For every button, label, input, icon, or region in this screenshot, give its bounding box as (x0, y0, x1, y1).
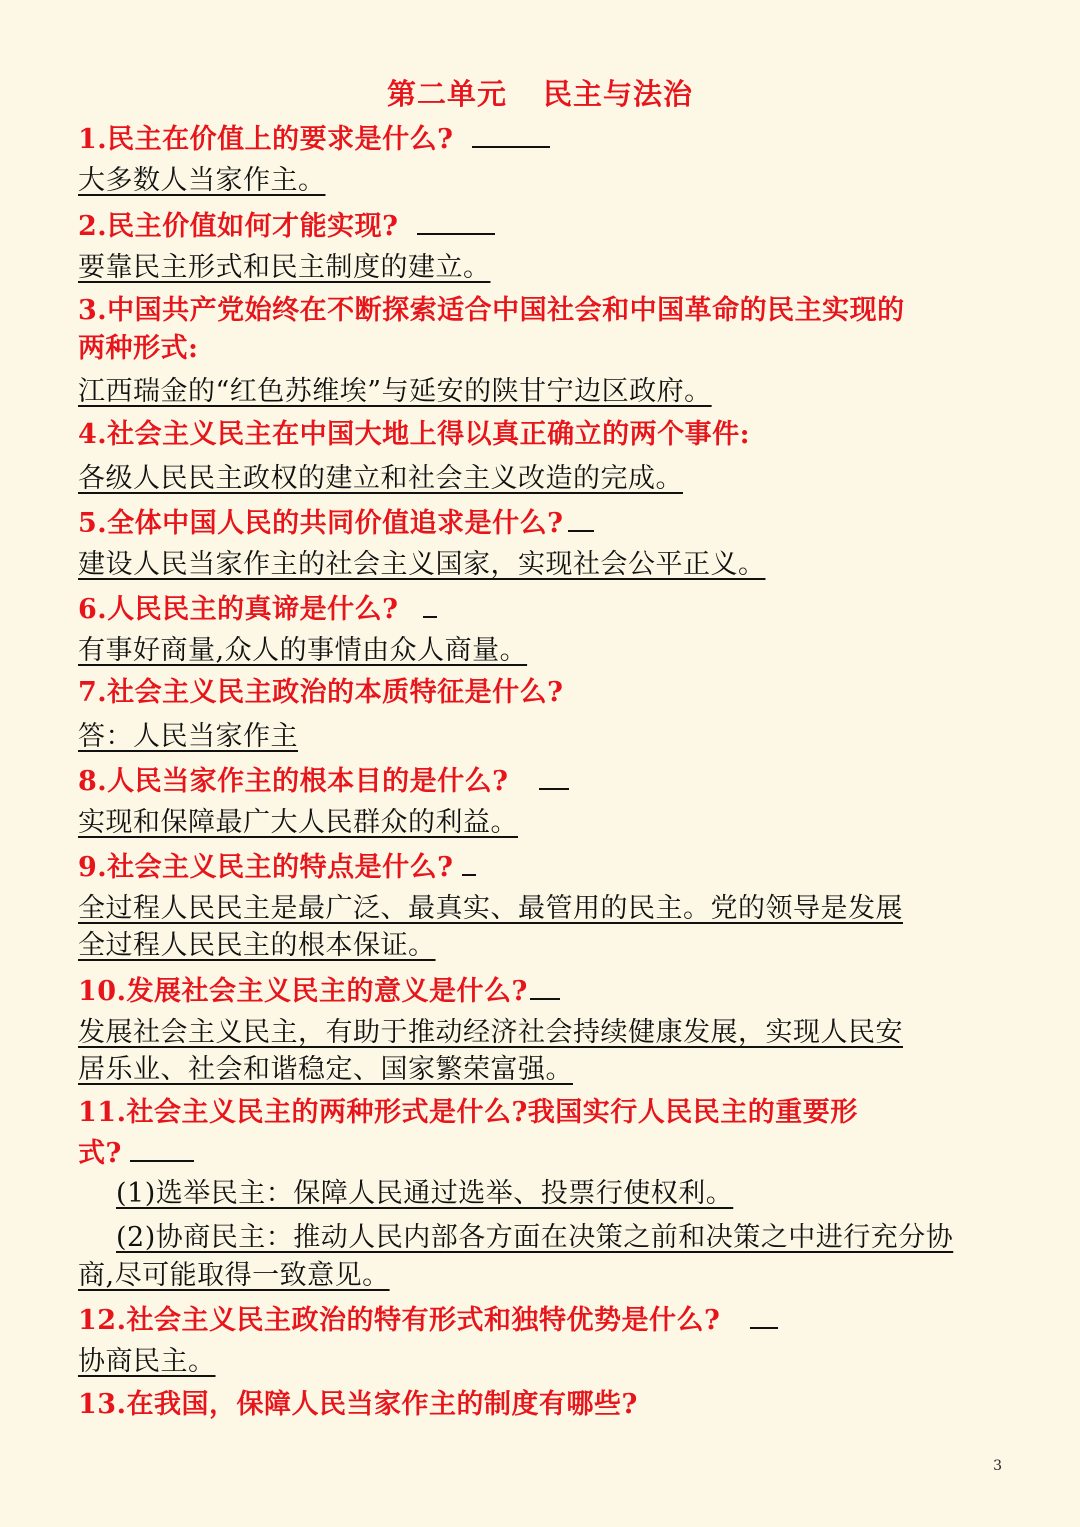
question-4: 4.社会主义民主在中国大地上得以真正确立的两个事件: (78, 419, 751, 450)
answer-11-item-1: (1)选举民主：保障人民通过选举、投票行使权利。 (116, 1178, 734, 1209)
page-title (0, 74, 1080, 114)
question-13: 13.在我国，保障人民当家作主的制度有哪些? (78, 1389, 638, 1420)
question-7: 7.社会主义民主政治的本质特征是什么? (78, 677, 564, 708)
question-11-cont: 式? (78, 1132, 1002, 1173)
answer-10-cont: 居乐业、社会和谐稳定、国家繁荣富强。 (78, 1054, 573, 1085)
answer-9-cont: 全过程人民民主的根本保证。 (78, 930, 436, 961)
page-number: 3 (993, 1458, 1002, 1474)
answer-10: 发展社会主义民主，有助于推动经济社会持续健康发展，实现人民安 (78, 1017, 903, 1048)
answer-3: 江西瑞金的“红色苏维埃”与延安的陕甘宁边区政府。 (78, 376, 712, 407)
answer-8: 实现和保障最广大人民群众的利益。 (78, 807, 518, 838)
answer-9: 全过程人民民主是最广泛、最真实、最管用的民主。党的领导是发展 (78, 893, 903, 924)
answer-1: 大多数人当家作主。 (78, 165, 326, 196)
answer-4: 各级人民民主政权的建立和社会主义改造的完成。 (78, 463, 683, 494)
question-6: 6.人民民主的真谛是什么? (78, 588, 1002, 629)
question-10: 10.发展社会主义民主的意义是什么? (78, 970, 1002, 1011)
answer-11-item-2: (2)协商民主：推动人民内部各方面在决策之前和决策之中进行充分协 (116, 1222, 954, 1253)
title-topic: 民主与法治 (543, 77, 694, 111)
question-8: 8.人民当家作主的根本目的是什么? (78, 760, 1002, 801)
question-3-cont: 两种形式: (78, 333, 199, 364)
question-11: 11.社会主义民主的两种形式是什么?我国实行人民民主的重要形 (78, 1097, 858, 1128)
answer-12: 协商民主。 (78, 1346, 216, 1377)
answer-7: 答：人民当家作主 (78, 721, 298, 752)
question-12: 12.社会主义民主政治的特有形式和独特优势是什么? (78, 1299, 1002, 1340)
question-3: 3.中国共产党始终在不断探索适合中国社会和中国革命的民主实现的 (78, 295, 905, 326)
question-5: 5.全体中国人民的共同价值追求是什么? (78, 502, 1002, 543)
answer-2: 要靠民主形式和民主制度的建立。 (78, 252, 491, 283)
question-2: 2.民主价值如何才能实现? (78, 205, 1002, 246)
answer-5: 建设人民当家作主的社会主义国家，实现社会公平正义。 (78, 549, 766, 580)
title-unit: 第二单元 (386, 77, 507, 111)
question-9: 9.社会主义民主的特点是什么? (78, 846, 1002, 887)
answer-6: 有事好商量,众人的事情由众人商量。 (78, 635, 528, 666)
question-1: 1.民主在价值上的要求是什么? (78, 118, 1002, 159)
answer-11-item-2-cont: 商,尽可能取得一致意见。 (78, 1260, 390, 1291)
